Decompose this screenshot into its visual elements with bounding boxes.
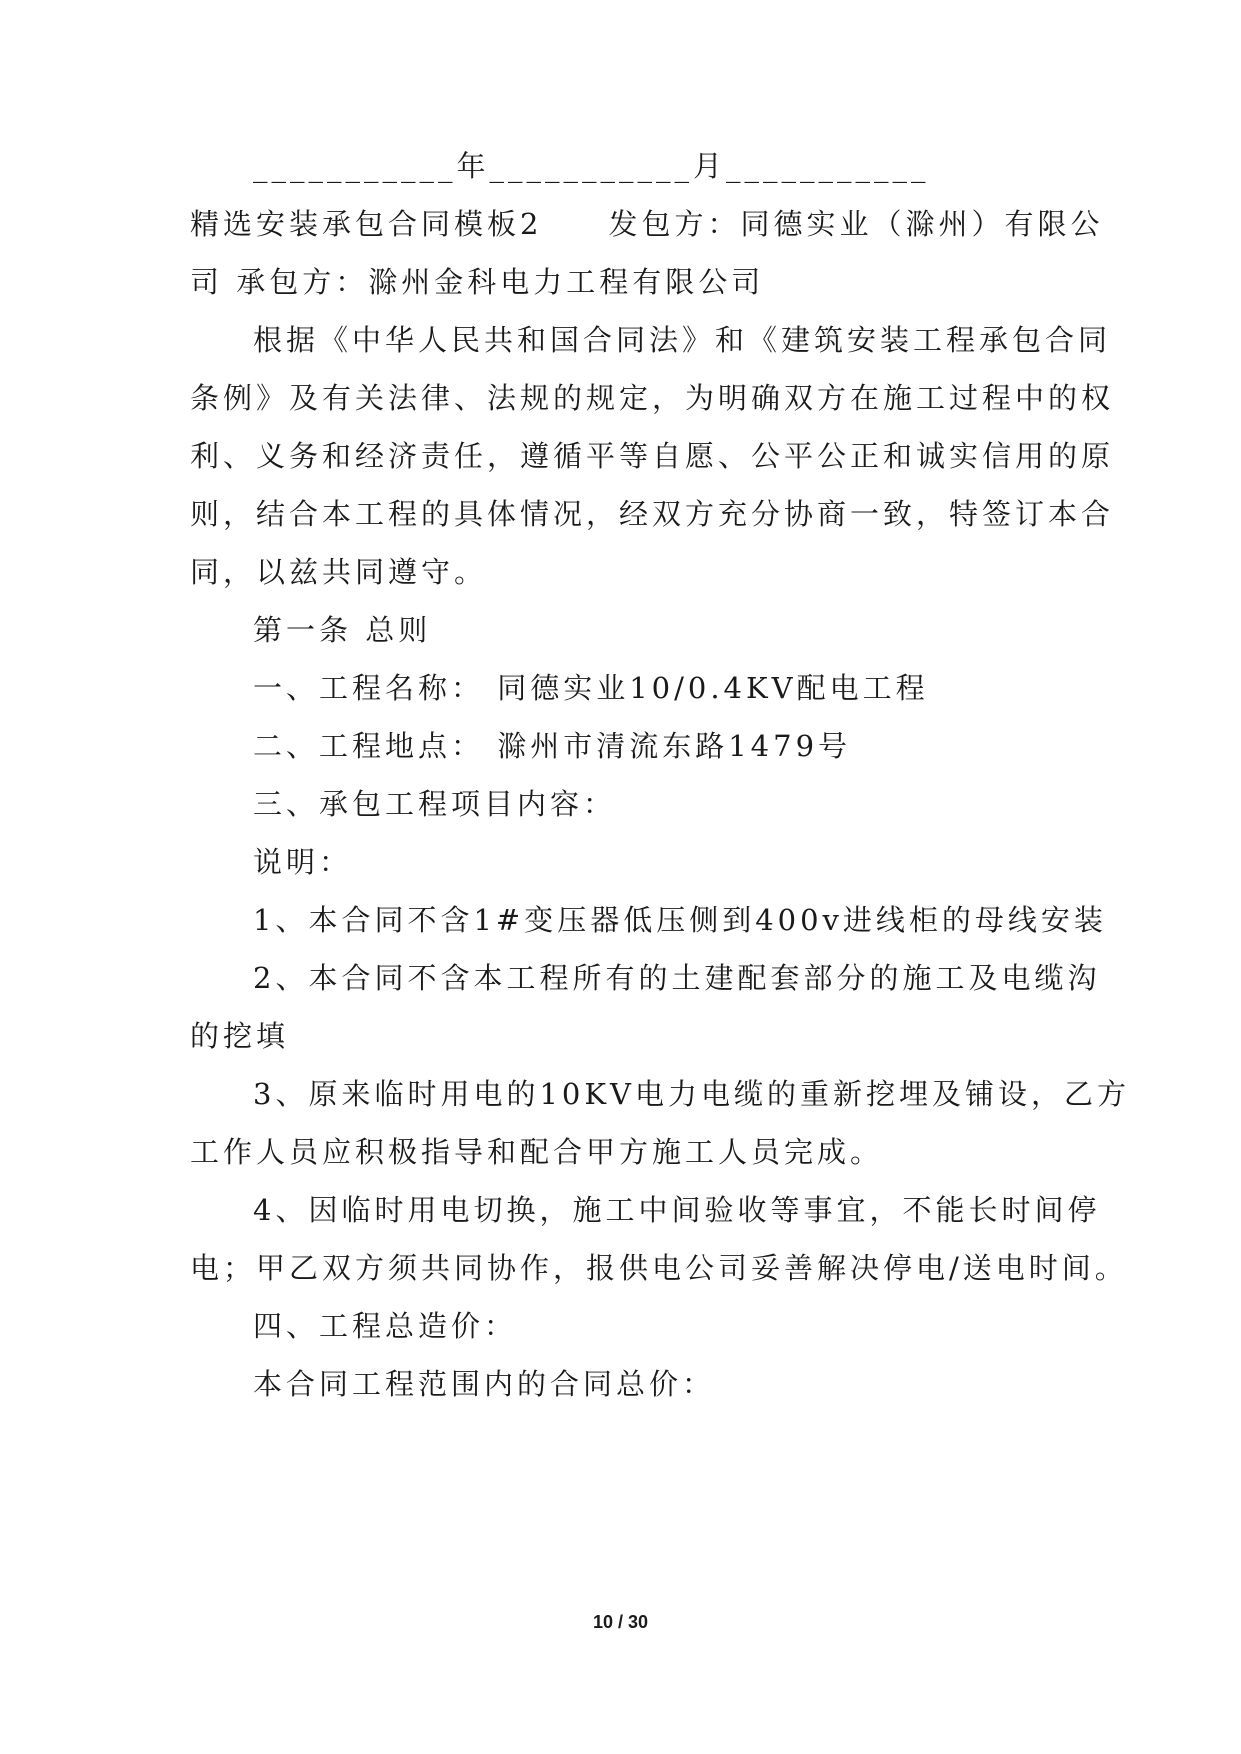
preamble-line-3: 利、义务和经济责任，遵循平等自愿、公平公正和诚实信用的原 [190,439,1115,473]
preamble-line-5: 同，以兹共同遵守。 [190,555,488,589]
note-4-line-1: 4、因临时用电切换，施工中间验收等事宜，不能长时间停 [253,1193,1101,1227]
note-3-line-2: 工作人员应积极指导和配合甲方施工人员完成。 [190,1135,884,1169]
project-scope-line: 三、承包工程项目内容： [253,787,617,821]
note-2-line-2: 的挖填 [190,1019,290,1053]
total-cost-heading: 四、工程总造价： [253,1309,518,1343]
note-4-line-2: 电；甲乙双方须共同协作，报供电公司妥善解决停电/送电时间。 [190,1251,1128,1285]
notes-heading: 说明： [253,845,353,879]
article-one-heading: 第一条 总则 [253,613,432,647]
project-name-line: 一、工程名称： 同德实业10/0.4KV配电工程 [253,671,929,705]
contract-title-line: 精选安装承包合同模板2 发包方：同德实业（滁州）有限公 [190,207,1104,241]
preamble-line-2: 条例》及有关法律、法规的规定，为明确双方在施工过程中的权 [190,381,1115,415]
page-number: 10 / 30 [592,1612,649,1632]
preamble-line-1: 根据《中华人民共和国合同法》和《建筑安装工程承包合同 [253,323,1112,357]
preamble-line-4: 则，结合本工程的具体情况，经双方充分协商一致，特签订本合 [190,497,1115,531]
note-1-line: 1、本合同不含1#变压器低压侧到400v进线柜的母线安装 [253,903,1107,937]
project-location-line: 二、工程地点： 滁州市清流东路1479号 [253,729,852,763]
date-line: ___________年___________月___________ [253,149,930,183]
note-3-line-1: 3、原来临时用电的10KV电力电缆的重新挖埋及铺设，乙方 [253,1077,1130,1111]
total-price-line: 本合同工程范围内的合同总价： [253,1367,716,1401]
contractor-line: 司 承包方：滁州金科电力工程有限公司 [190,265,765,299]
note-2-line-1: 2、本合同不含本工程所有的土建配套部分的施工及电缆沟 [253,961,1101,995]
